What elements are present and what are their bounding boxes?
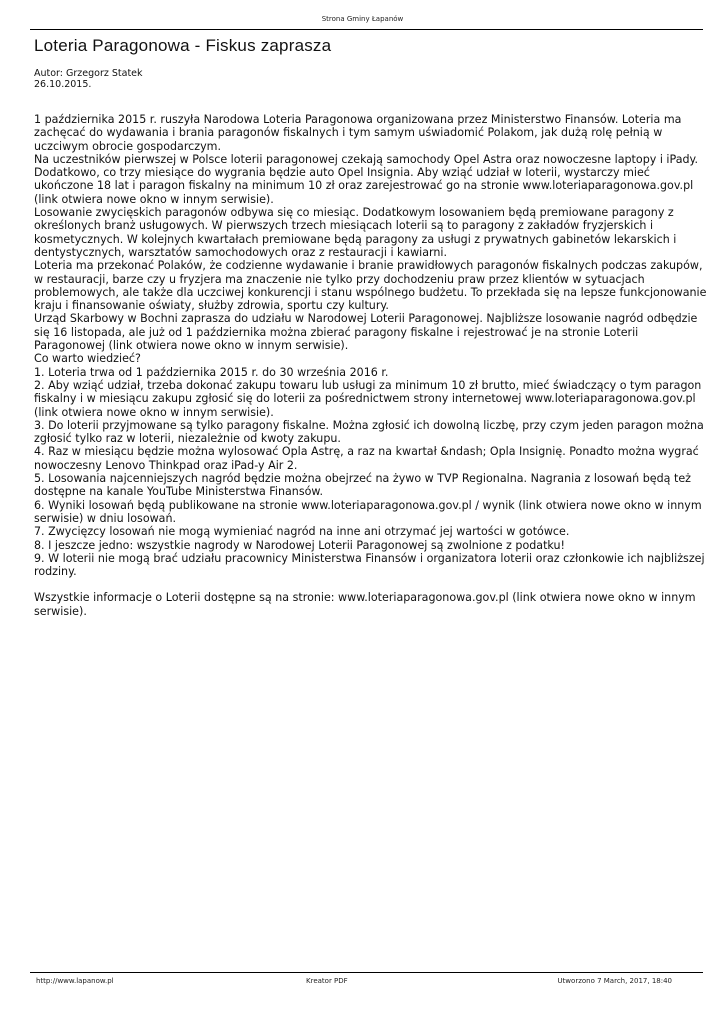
list-item: 9. W loterii nie mogą brać udziału pracownicy Ministerstwa Finansów i organizatora loterii oraz członkowie ich najbliższej rodziny. [34, 551, 705, 579]
site-name-header: Strona Gminy Łapanów [321, 15, 404, 23]
faq-heading: Co warto wiedzieć? [34, 352, 141, 366]
footer-created: Utworzono 7 March, 2017, 18:40 [557, 977, 672, 985]
list-item: 6. Wyniki losowań będą publikowane na stronie www.loteriaparagonowa.gov.pl / wynik (link otwiera nowe okno w innym serwisie) w dniu losowań. [34, 498, 702, 525]
footer-url: http://www.lapanow.pl [36, 977, 114, 985]
list-item: 1. Loteria trwa od 1 października 2015 r. do 30 września 2016 r. [34, 365, 389, 379]
list-item: 3. Do loterii przyjmowane są tylko paragony fiskalne. Można zgłosić ich dowolną liczbę, przy czym jeden paragon można zgłosić tylko raz w loterii, niezależnie od kwoty zakupu. [34, 418, 704, 446]
list-item: 7. Zwycięzcy losowań nie mogą wymieniać nagród na inne ani otrzymać jej wartości w gotówce. [34, 525, 570, 539]
author-line: Autor: Grzegorz Statek [34, 68, 143, 79]
list-item: 8. I jeszcze jedno: wszystkie nagrody w Narodowej Loterii Paragonowej są zwolnione z podatku! [34, 538, 565, 552]
list-item: 2. Aby wziąć udział, trzeba dokonać zakupu towaru lub usługi za minimum 10 zł brutto, mieć świadczący o tym paragon fiskalny i w miesiącu zakupu zgłosić się do loterii za pośrednictwem strony internetowej www.loteriaparagonowa.gov.pl (link otwiera nowe okno w innym serwisie). [34, 378, 702, 419]
list-item: 5. Losowania najcenniejszych nagród będzie można obejrzeć na żywo w TVP Regionalna. Nagrania z losowań będą też dostępne na kanale YouTube Ministerstwa Finansów. [34, 472, 691, 499]
paragraph: Loteria ma przekonać Polaków, że codzienne wydawanie i branie prawidłowych paragonów fiskalnych podczas zakupów, w restauracji, barze czy u fryzjera ma znaczenie nie tylko przy dochodzeniu praw przez klientów w sytuacjach problemowych, ale także dla uczciwej konkurencji i stanu wspólnego budżetu. To przekłada się na lepsze funkcjonowanie kraju i finansowanie oświaty, służby zdrowia, sportu czy kultury. [34, 259, 707, 313]
article-body [34, 113, 710, 618]
paragraph: Urząd Skarbowy w Bochni zaprasza do udziału w Narodowej Loterii Paragonowej. Najbliższe losowanie nagród odbędzie się 16 listopada, ale już od 1 października można zbierać paragony fiskalne i rejestrować je na stronie Loterii Paragonowej (link otwiera nowe okno w innym serwisie). [34, 312, 698, 353]
closing-paragraph: Wszystkie informacje o Loterii dostępne są na stronie: www.loteriaparagonowa.gov.pl (link otwiera nowe okno w innym serwisie). [34, 591, 696, 618]
top-divider [30, 29, 703, 30]
publish-date: 26.10.2015. [34, 79, 92, 90]
footer-generator: Kreator PDF [306, 977, 348, 985]
list-item: 4. Raz w miesiącu będzie można wylosować Opla Astrę, a raz na kwartał &ndash; Opla Insignię. Ponadto można wygrać nowoczesny Lenovo Thinkpad oraz iPad-y Air 2. [34, 445, 699, 472]
article-title: Loteria Paragonowa - Fiskus zaprasza [34, 36, 332, 55]
paragraph: Losowanie zwycięskich paragonów odbywa się co miesiąc. Dodatkowym losowaniem będą premiowane paragony z określonych branż usługowych. W pierwszych trzech miesiącach loterii są to paragony z zakładów fryzjerskich i kosmetycznych. W kolejnych kwartałach premiowane będą paragony za usługi z prywatnych gabinetów lekarskich i dentystycznych, warsztatów samochodowych oraz z restauracji i kawiarni. [34, 206, 677, 259]
paragraph: 1 października 2015 r. ruszyła Narodowa Loteria Paragonowa organizowana przez Ministerstwo Finansów. Loteria ma zachęcać do wydawania i brania paragonów fiskalnych i tym samym uświadomić Polakom, jak dużą rolę pełnią w uczciwym obrocie gospodarczym. [34, 113, 682, 153]
article-meta [34, 68, 143, 90]
bottom-divider [30, 972, 703, 973]
paragraph: Na uczestników pierwszej w Polsce loterii paragonowej czekają samochody Opel Astra oraz nowoczesne laptopy i iPady. Dodatkowo, co trzy miesiące do wygrania będzie auto Opel Insignia. Aby wziąć udział w loterii, wystarczy mieć ukończone 18 lat i paragon fiskalny na minimum 10 zł oraz zarejestrować go na stronie www.loteriaparagonowa.gov.pl (link otwiera nowe okno w innym serwisie). [34, 152, 699, 206]
